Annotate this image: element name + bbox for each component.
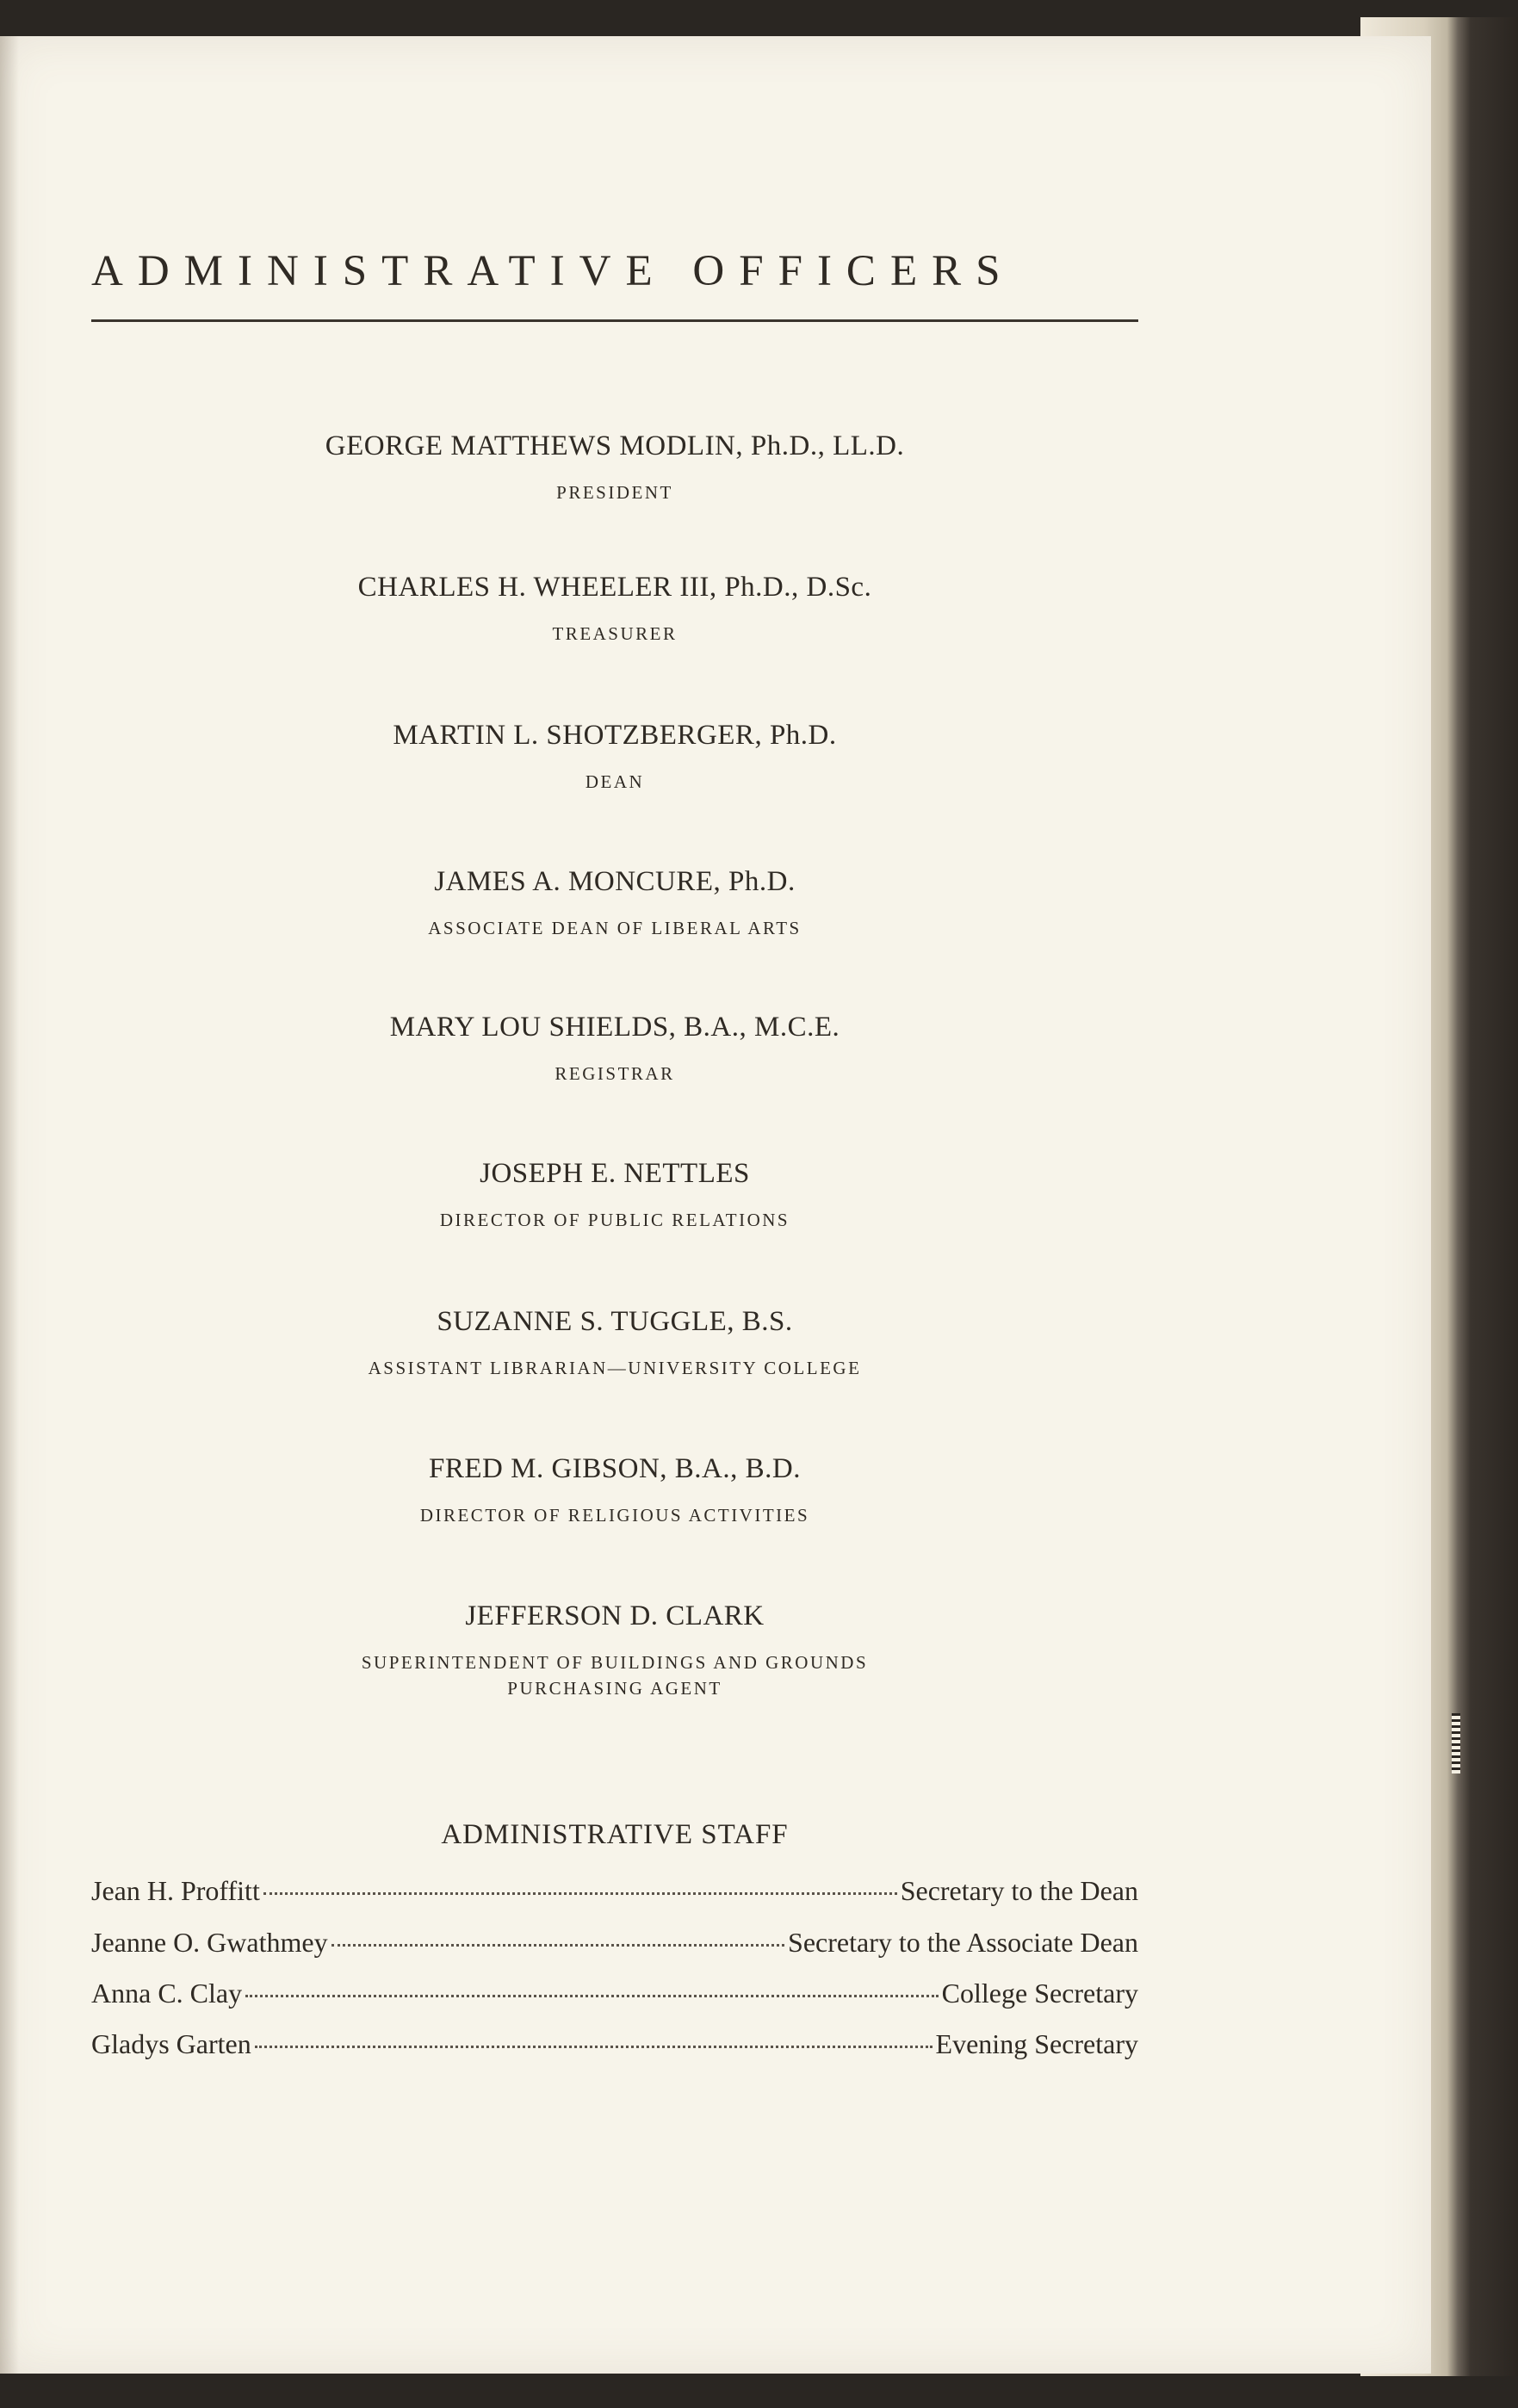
officer-title: SUPERINTENDENT OF BUILDINGS AND GROUNDS bbox=[361, 1652, 869, 1673]
heading-rule bbox=[91, 319, 1138, 322]
officer-entry bbox=[91, 1602, 1138, 1702]
staff-name: Jean H. Proffitt bbox=[91, 1875, 260, 1906]
dot-leader bbox=[255, 2046, 932, 2048]
staff-row bbox=[91, 1877, 1138, 1904]
officer-title: ASSISTANT LIBRARIAN—UNIVERSITY COLLEGE bbox=[368, 1358, 862, 1378]
dot-leader bbox=[245, 1995, 939, 1997]
officer-name: SUZANNE S. TUGGLE, B.S. bbox=[437, 1306, 793, 1337]
officer-title: REGISTRAR bbox=[555, 1063, 675, 1084]
dot-leader bbox=[331, 1944, 784, 1947]
officer-name: JOSEPH E. NETTLES bbox=[480, 1158, 750, 1189]
staff-role: Secretary to the Associate Dean bbox=[788, 1927, 1138, 1958]
officer-name: CHARLES H. WHEELER III, Ph.D., D.Sc. bbox=[357, 572, 872, 603]
officer-name: GEORGE MATTHEWS MODLIN, Ph.D., LL.D. bbox=[325, 430, 905, 461]
officer-name: JAMES A. MONCURE, Ph.D. bbox=[434, 866, 796, 897]
officer-entry bbox=[91, 1160, 1138, 1233]
officer-entry bbox=[91, 1455, 1138, 1528]
staff-row bbox=[91, 2030, 1138, 2058]
staff-heading: ADMINISTRATIVE STAFF bbox=[441, 1819, 789, 1850]
staff-row bbox=[91, 1979, 1138, 2007]
officer-title: DEAN bbox=[585, 771, 645, 792]
officer-title-secondary: PURCHASING AGENT bbox=[507, 1678, 722, 1699]
officer-name: MARY LOU SHIELDS, B.A., M.C.E. bbox=[389, 1012, 840, 1043]
staff-role: Evening Secretary bbox=[935, 2028, 1138, 2059]
officer-name: MARTIN L. SHOTZBERGER, Ph.D. bbox=[393, 720, 837, 751]
officer-title: ASSOCIATE DEAN OF LIBERAL ARTS bbox=[428, 918, 802, 938]
officer-name: FRED M. GIBSON, B.A., B.D. bbox=[429, 1453, 801, 1484]
officer-title: TREASURER bbox=[552, 623, 678, 644]
officer-name: JEFFERSON D. CLARK bbox=[465, 1600, 765, 1631]
officer-entry bbox=[91, 1013, 1138, 1086]
officer-entry bbox=[91, 432, 1138, 505]
staff-name: Anna C. Clay bbox=[91, 1978, 243, 2009]
officer-entry bbox=[91, 1308, 1138, 1381]
officer-title: DIRECTOR OF RELIGIOUS ACTIVITIES bbox=[419, 1505, 810, 1526]
page-tab-marks bbox=[1452, 1713, 1460, 1774]
page-gutter-shadow bbox=[0, 36, 19, 2374]
staff-role: Secretary to the Dean bbox=[900, 1875, 1138, 1906]
staff-name: Jeanne O. Gwathmey bbox=[91, 1927, 328, 1958]
staff-role: College Secretary bbox=[941, 1978, 1138, 2009]
officer-title: DIRECTOR OF PUBLIC RELATIONS bbox=[439, 1210, 790, 1230]
dot-leader bbox=[263, 1892, 897, 1895]
officer-entry bbox=[91, 721, 1138, 795]
officer-entry bbox=[91, 573, 1138, 647]
officer-entry bbox=[91, 868, 1138, 941]
officer-title: PRESIDENT bbox=[556, 482, 673, 503]
page-heading: ADMINISTRATIVE OFFICERS bbox=[91, 247, 1015, 295]
staff-row bbox=[91, 1928, 1138, 1956]
staff-name: Gladys Garten bbox=[91, 2028, 251, 2059]
